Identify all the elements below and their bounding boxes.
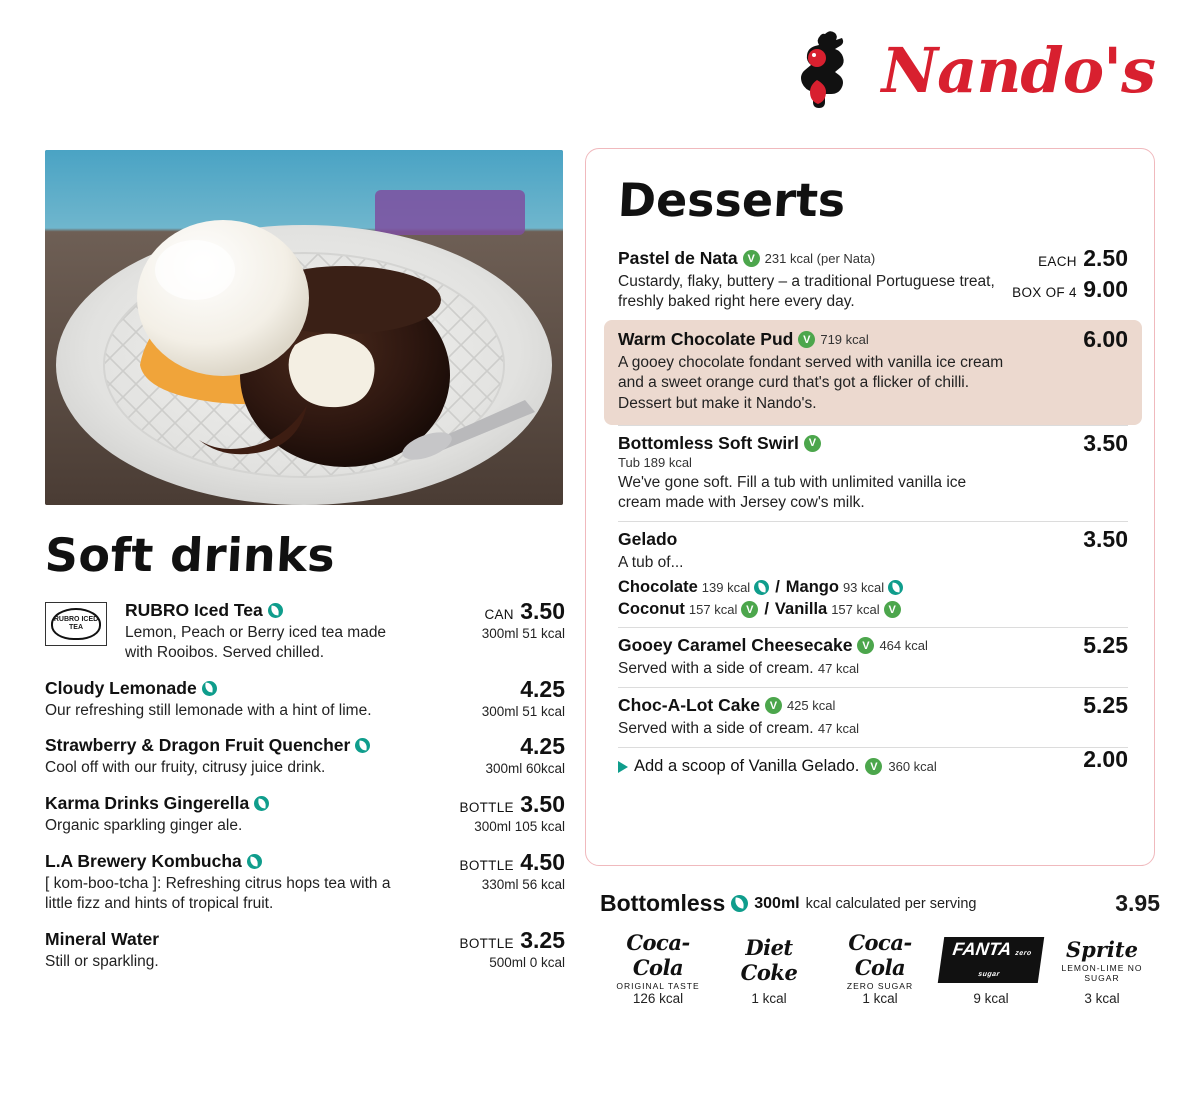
brand-wordmark: Coca-Cola [848,929,912,980]
price-unit: EACH [1038,254,1077,269]
vegetarian-icon: V [743,250,760,267]
vegan-leaf-icon [888,580,903,595]
price-block [1083,632,1128,659]
brand-fanta-zero-sugar [941,937,1041,1006]
price-block [1083,430,1128,457]
menu-item-karma-drinks-gingerella [45,793,565,836]
price-block [460,927,565,970]
menu-item-description: Served with a side of cream. 47 kcal [618,660,860,678]
coca-cola-logo [608,929,708,991]
price-sub: 300ml 60kcal [485,761,565,777]
gelado-flavour-row [618,578,1128,597]
rubro-logo-icon [45,602,107,646]
vegan-leaf-icon [355,738,370,753]
price-value: 3.50 [1083,429,1128,456]
price-block [460,791,565,834]
price-sub: 500ml 0 kcal [489,954,565,970]
menu-item-name: Gelado [618,528,678,549]
vegan-leaf-icon [202,681,217,696]
brand-name: Nando's [881,34,1155,107]
price-value: 5.25 [1083,692,1128,719]
price-value: 3.50 [1083,525,1128,552]
flavour-name: Coconut [618,600,685,619]
menu-item-description: Custardy, flaky, buttery – a traditional Portuguese treat, freshly baked right here every day. [618,273,995,311]
price-value: 3.50 [520,598,565,624]
brand-kcal: 9 kcal [973,991,1009,1006]
menu-item-name: L.A Brewery Kombucha [45,851,565,872]
price-value: 2.00 [1083,746,1128,773]
price-sub: 300ml 105 kcal [474,819,565,835]
price-unit: BOTTLE [459,800,514,816]
menu-item-strawberry-dragon-fruit-quencher [45,735,565,778]
price-value: 5.25 [1083,632,1128,659]
menu-item-description: A gooey chocolate fondant served with vanilla ice cream and a sweet orange curd that's got a flicker of chilli. Dessert but make it Nando's. [618,354,1004,412]
brand-wordmark: Diet Coke [740,935,798,985]
desserts-title: Desserts [616,173,847,227]
price-value: 6.00 [1083,326,1128,353]
price-block [1083,326,1128,353]
brand-kcal: 1 kcal [862,991,898,1006]
brand-coca-cola-zero [830,929,930,1006]
price-sub: 300ml 51 kcal [481,703,565,719]
price-unit-2: BOX OF 4 [1012,285,1077,300]
menu-item-pastel-de-nata [618,241,1128,320]
menu-item-name: Bottomless Soft Swirl V [618,433,1128,454]
menu-item-gooey-caramel-cheesecake [618,627,1128,687]
diet-coke-logo [719,937,819,983]
flavour-kcal: 157 kcal [688,602,738,618]
flavour-kcal: 139 kcal [701,580,751,596]
price-block [1083,526,1128,553]
bottomless-header [600,890,1160,925]
price-value: 3.25 [520,926,565,953]
price-block [482,676,565,719]
menu-item-rubro-iced-tea [45,600,565,663]
price-block [1083,692,1128,719]
menu-item-name: Mineral Water [45,928,160,949]
menu-item-mineral-water [45,926,565,972]
brand-coca-cola-original [608,929,708,1006]
gelado-flavour-list [618,578,1128,619]
menu-item-description: A tub of... [618,553,684,571]
price-block [1083,746,1128,773]
vegetarian-icon: V [798,331,815,348]
flavour-name: Chocolate [618,578,698,597]
vegetarian-icon: V [857,637,874,654]
nandos-cockerel-logo [795,28,867,114]
flavour-name: Vanilla [774,600,828,619]
price-unit: BOTTLE [459,858,514,874]
rubro-logo-label: RUBRO ICED TEA [51,608,101,640]
vegetarian-icon: V [884,601,901,618]
vegan-leaf-icon [268,603,283,618]
addon-label: Add a scoop of Vanilla Gelado. [634,757,860,776]
menu-item-description: Still or sparkling. [45,952,159,970]
menu-item-warm-chocolate-pud [604,320,1142,424]
menu-item-name: Warm Chocolate Pud V 719 kcal [618,329,869,350]
sprite-logo [1052,937,1152,983]
soft-drinks-section [45,528,565,987]
menu-item-name: Gooey Caramel Cheesecake V 464 kcal [618,635,928,656]
fanta-logo [941,937,1041,983]
flavour-name: Mango [785,578,839,597]
vegetarian-icon: V [865,758,882,775]
vegetarian-icon: V [765,697,782,714]
addon-kcal: 360 kcal [888,759,937,775]
price-value-2: 9.00 [1083,276,1128,302]
brand-wordmark: FANTA [951,939,1013,959]
brand-wordmark: Coca-Cola [626,929,690,980]
bottomless-title: Bottomless [600,890,726,916]
bottomless-brand-list [600,929,1160,1006]
menu-item-name: Karma Drinks Gingerella [45,793,565,814]
bottomless-drinks-section [600,890,1160,1006]
soft-drinks-title: Soft drinks [43,528,337,582]
menu-item-description: Organic sparkling ginger ale. [45,817,243,835]
vegan-leaf-icon [247,854,262,869]
brand-subtitle: ORIGINAL TASTE [616,980,700,991]
brand-subtitle: zero sugar [977,950,1033,978]
menu-item-description: Lemon, Peach or Berry iced tea made with Rooibos. Served chilled. [125,624,387,661]
flavour-kcal: 157 kcal [831,602,880,618]
vegan-leaf-icon [754,580,769,595]
price-block [1012,245,1128,303]
price-unit: BOTTLE [459,935,514,951]
menu-addon-vanilla-gelado-scoop [618,747,1128,782]
dessert-photo [45,150,563,505]
price-value: 4.25 [520,675,565,702]
menu-item-name: Choc-A-Lot Cake V 425 kcal [618,695,836,716]
menu-item-description: Our refreshing still lemonade with a hint of lime. [45,701,372,719]
price-value: 4.50 [520,849,565,876]
price-value: 4.25 [520,733,565,760]
menu-item-description: We've gone soft. Fill a tub with unlimited vanilla ice cream made with Jersey cow's milk. [618,473,967,511]
menu-item-kcal: 231 kcal (per Nata) [764,251,876,266]
menu-item-description: Served with a side of cream. 47 kcal [618,720,860,738]
menu-item-kcal: 425 kcal [786,698,836,714]
menu-item-kcal: 719 kcal [820,332,869,348]
menu-item-bottomless-soft-swirl [618,425,1128,521]
menu-item-name: Cloudy Lemonade [45,678,565,699]
price-unit: CAN [484,607,514,622]
menu-item-name: RUBRO Iced Tea [125,600,565,621]
vegan-leaf-icon [731,895,748,912]
triangle-bullet-icon [618,761,628,773]
vegetarian-icon: V [804,435,821,452]
side-kcal: 47 kcal [817,721,860,737]
brand-subtitle: ZERO SUGAR [846,980,914,991]
menu-item-la-brewery-kombucha [45,851,565,914]
desserts-section [585,148,1155,866]
menu-item-name: Pastel de Nata V 231 kcal (per Nata) [618,248,876,268]
menu-item-kcal: 464 kcal [879,638,928,654]
flavour-kcal: 93 kcal [842,580,885,596]
menu-item-kcal: Tub 189 kcal [618,454,692,470]
menu-item-choc-a-lot-cake [618,687,1128,747]
brand-sprite [1052,937,1152,1006]
coca-cola-zero-logo [830,929,930,991]
menu-item-name: Strawberry & Dragon Fruit Quencher [45,735,565,756]
brand-logo [795,28,1155,114]
vegetarian-icon: V [741,601,758,618]
price-value: 2.50 [1083,245,1128,271]
gelado-flavour-row [618,600,1128,619]
brand-subtitle: LEMON-LIME NO SUGAR [1061,963,1143,983]
flavour-separator: / [775,578,780,597]
price-value: 3.50 [520,791,565,818]
bottomless-price: 3.95 [1115,890,1160,916]
menu-item-gelado [618,521,1128,627]
price-block [485,733,565,776]
brand-kcal: 3 kcal [1084,991,1120,1006]
price-block [482,598,565,641]
side-kcal: 47 kcal [817,661,860,677]
menu-item-cloudy-lemonade [45,675,565,721]
price-block [460,849,565,892]
flavour-separator: / [764,600,769,619]
brand-kcal: 1 kcal [751,991,787,1006]
brand-kcal: 126 kcal [632,991,684,1006]
bottomless-note: kcal calculated per serving [805,895,977,912]
bottomless-size: 300ml [754,894,800,912]
vegan-leaf-icon [254,796,269,811]
menu-item-description: Cool off with our fruity, citrusy juice drink. [45,759,326,777]
brand-diet-coke [719,937,819,1006]
brand-wordmark: Sprite [1066,937,1138,962]
menu-item-description: [ kom-boo-tcha ]: Refreshing citrus hops tea with a little fizz and hints of tropical fruit. [45,875,391,912]
price-sub: 300ml 51 kcal [481,626,565,641]
price-sub: 330ml 56 kcal [481,877,565,893]
